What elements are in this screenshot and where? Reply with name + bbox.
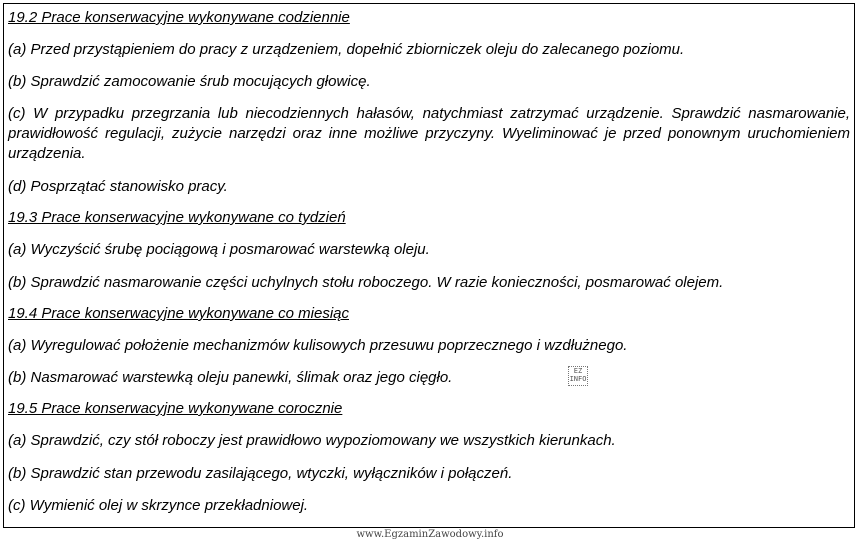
- weekly-item-a: (a) Wyczyścić śrubę pociągową i posmarować warstewką oleju.: [8, 241, 430, 258]
- section-heading-monthly: 19.4 Prace konserwacyjne wykonywane co miesiąc: [8, 305, 349, 322]
- monthly-item-a: (a) Wyregulować położenie mechanizmów kulisowych przesuwu poprzecznego i wzdłużnego.: [8, 337, 628, 354]
- logo-line-2: INFO: [569, 375, 587, 383]
- yearly-item-a: (a) Sprawdzić, czy stół roboczy jest prawidłowo wypoziomowany we wszystkich kierunkach.: [8, 432, 616, 449]
- weekly-item-b: (b) Sprawdzić nasmarowanie części uchylnych stołu roboczego. W razie konieczności, posmarować olejem.: [8, 274, 724, 291]
- yearly-item-c: (c) Wymienić olej w skrzynce przekładniowej.: [8, 497, 309, 514]
- daily-item-a: (a) Przed przystąpieniem do pracy z urządzeniem, dopełnić zbiorniczek oleju do zalecanego poziomu.: [8, 41, 685, 58]
- monthly-item-b: (b) Nasmarować warstewką oleju panewki, ślimak oraz jego cięgło.: [8, 369, 453, 386]
- daily-item-b: (b) Sprawdzić zamocowanie śrub mocujących głowicę.: [8, 73, 371, 90]
- section-heading-weekly: 19.3 Prace konserwacyjne wykonywane co tydzień: [8, 209, 346, 226]
- section-heading-yearly: 19.5 Prace konserwacyjne wykonywane corocznie: [8, 400, 343, 417]
- section-heading-daily: 19.2 Prace konserwacyjne wykonywane codziennie: [8, 9, 350, 26]
- daily-item-d: (d) Posprzątać stanowisko pracy.: [8, 178, 228, 195]
- maintenance-instructions: [8, 8, 850, 516]
- daily-item-c: (c) W przypadku przegrzania lub niecodziennych hałasów, natychmiast zatrzymać urządzenie. Sprawdzić nasmarowanie, prawidłowość regulacji, zużycie narzędzi oraz inne możliwe przyczyny. Wyeliminować je przed ponownym uruchomieniem urządzenia.: [8, 105, 850, 162]
- logo-line-1: EZ: [573, 367, 583, 375]
- footer-watermark: www.EgzaminZawodowy.info: [356, 529, 504, 540]
- yearly-item-b: (b) Sprawdzić stan przewodu zasilającego, wtyczki, wyłączników i połączeń.: [8, 465, 513, 482]
- ez-info-logo-icon: [568, 366, 588, 386]
